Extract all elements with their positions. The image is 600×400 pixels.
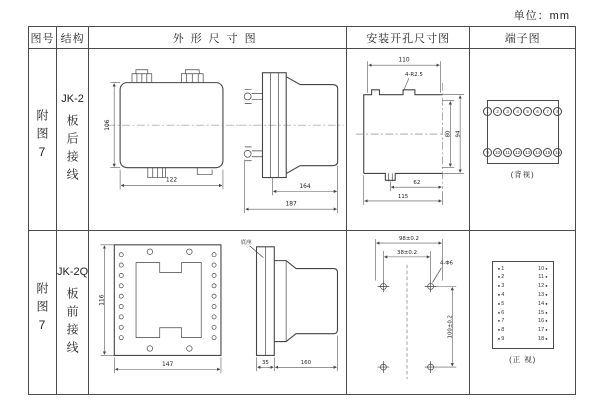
terminal-circle: 13 (525, 149, 531, 155)
terminal-item: ● 7 (498, 319, 505, 325)
cell-outline-2 (89, 231, 347, 395)
terminal-item: ● 3 (498, 284, 505, 290)
terminal-item: 15 ● (538, 311, 548, 317)
terminal-right-column (538, 267, 548, 343)
terminal-diagram-jk2 (487, 100, 559, 164)
dim-holes-2: 4-Φ6 (439, 260, 453, 267)
terminal-circle: 2 (493, 107, 502, 116)
terminal-top-row (486, 107, 559, 116)
unit-label: 单位：mm (513, 10, 570, 22)
dim-front-width-1: 122 (165, 176, 177, 184)
mounting-drawing-jk2q (348, 231, 469, 389)
cell-figure-no-1 (29, 49, 57, 231)
terminal-item: 14 ● (538, 302, 548, 308)
terminal-circle: 1 (483, 107, 492, 116)
terminal-left-column (498, 267, 505, 343)
terminal-circle: 12 (515, 149, 521, 155)
terminal-circle: 16 (555, 149, 561, 155)
terminal-item: ● 6 (498, 311, 505, 317)
cell-structure-2 (57, 231, 89, 395)
cell-outline-1 (89, 49, 347, 231)
view-label-2: (正 视) (509, 354, 537, 364)
cell-terminal-2 (470, 231, 576, 395)
terminal-circle: 3 (503, 107, 512, 116)
terminal-item: 11 ● (538, 275, 548, 281)
cell-mounting-2 (347, 231, 470, 395)
terminal-item: ● 8 (498, 328, 505, 334)
dim-holes-1: 4-R2.5 (404, 72, 423, 79)
terminal-circle: 8 (553, 107, 562, 116)
cell-figure-no-2 (29, 231, 57, 395)
dim-front-height-1: 106 (103, 119, 111, 131)
terminal-item: ● 4 (498, 293, 505, 299)
terminal-circle: 14 (535, 149, 541, 155)
mounting-drawing-jk2 (348, 49, 469, 225)
wiring-1: 板后接线 (65, 114, 80, 186)
row-jk2 (29, 49, 576, 231)
terminal-circle: 9 (483, 148, 492, 157)
outline-drawing-jk2q (90, 231, 346, 389)
terminal-item: 17 ● (538, 328, 548, 334)
terminal-circle: 6 (533, 107, 542, 116)
dim-height-2: 100±0.2 (446, 314, 453, 339)
header-structure: 结构 (57, 27, 89, 49)
terminal-item: 16 ● (538, 319, 548, 325)
terminal-circle: 15 (545, 149, 551, 155)
header-figure-no: 图号 (29, 27, 57, 49)
terminal-item: ● 5 (498, 302, 505, 308)
dim-body-length: 160 (300, 359, 311, 366)
terminal-item: 13 ● (538, 293, 548, 299)
figure-no-1: 附图7 (35, 109, 49, 165)
view-label-1: (背视) (510, 169, 535, 179)
dim-front-width-2: 147 (161, 361, 173, 368)
cell-structure-1 (57, 49, 89, 231)
model-2: JK-2Q (57, 266, 89, 278)
dim-front-height-2: 116 (99, 294, 106, 306)
dim-base-width: 35 (261, 359, 269, 366)
terminal-item: ● 2 (498, 275, 505, 281)
outline-drawing-jk2 (90, 49, 346, 225)
header-outline: 外形尺寸图 (89, 27, 347, 49)
dim-bottom-width-1: 115 (397, 193, 408, 200)
header-mounting: 安装开孔尺寸图 (347, 27, 470, 49)
cell-mounting-1 (347, 49, 470, 231)
dim-inner-height-1: 80 (445, 130, 452, 138)
terminal-item: ● 9 (498, 337, 505, 343)
dim-inner-width-2: 38±0.2 (396, 249, 417, 256)
wiring-2: 板前接线 (65, 287, 80, 359)
spec-table (28, 26, 576, 395)
dim-bottom-notch-1: 62 (413, 180, 420, 187)
header-terminal: 端子图 (470, 27, 576, 49)
terminal-item: 10 ● (538, 267, 548, 273)
dim-top-width-1: 110 (398, 57, 410, 64)
dim-side-total-1: 187 (285, 200, 297, 208)
terminal-circle: 10 (495, 149, 501, 155)
terminal-item: 18 ● (538, 337, 548, 343)
terminal-diagram-jk2q (492, 261, 554, 349)
terminal-circle: 7 (543, 107, 552, 116)
row-jk2q (29, 231, 576, 395)
base-label: 底座 (240, 239, 252, 246)
dim-outer-width-2: 98±0.2 (398, 236, 419, 243)
model-1: JK-2 (61, 93, 84, 105)
dim-side-body-1: 164 (299, 182, 311, 190)
terminal-item: ● 1 (498, 267, 505, 273)
terminal-bottom-row (486, 148, 561, 157)
dim-outer-height-1: 94 (455, 130, 462, 138)
terminal-circle: 5 (523, 107, 532, 116)
cell-terminal-1 (470, 49, 576, 231)
header-row (29, 27, 576, 49)
terminal-circle: 11 (503, 148, 512, 157)
terminal-item: 12 ● (538, 284, 548, 290)
figure-no-2: 附图7 (35, 282, 49, 338)
terminal-circle: 4 (513, 107, 522, 116)
